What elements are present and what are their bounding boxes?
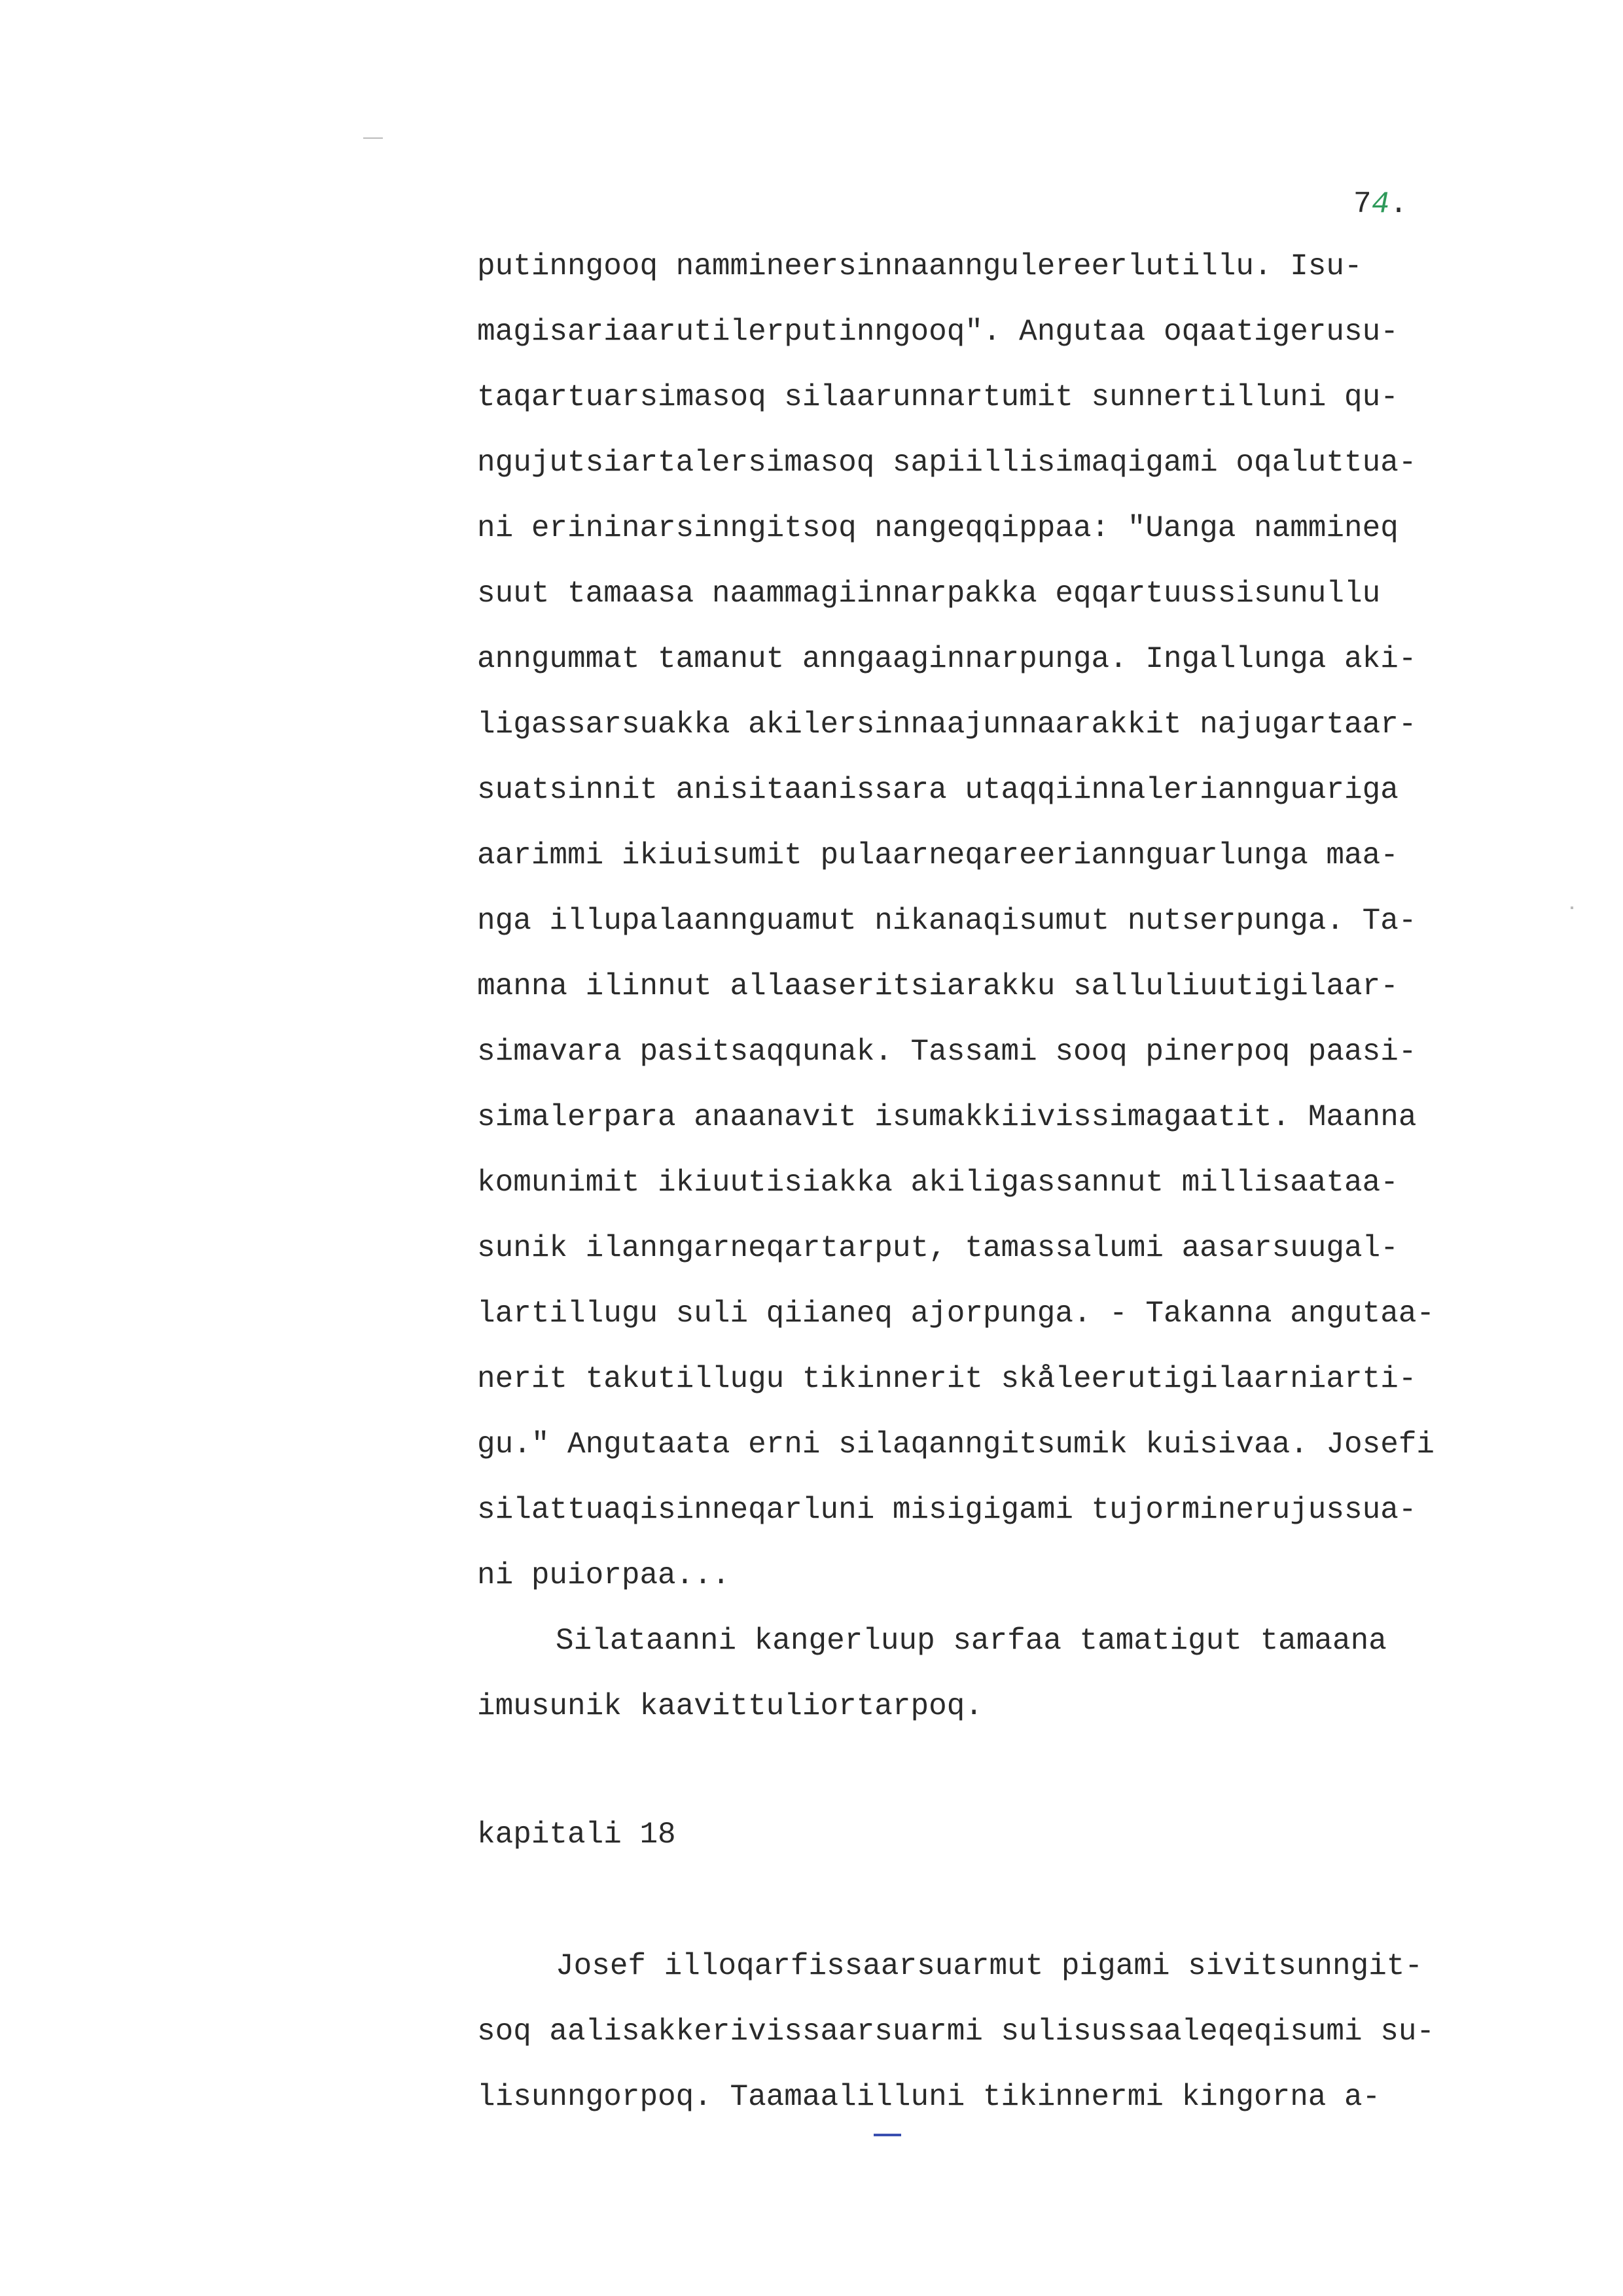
text-line: Silataanni kangerluup sarfaa tamatigut tamaana [556,1624,1387,1658]
scan-speck [363,137,383,139]
text-line: putinngooq nammineersinnaanngulereerlutillu. Isu- [477,249,1363,283]
text-line: lartillugu suli qiianeq ajorpunga. - Takanna angutaa- [477,1297,1435,1331]
chapter-heading-text: kapitali 18 [477,1818,676,1852]
text-line: manna ilinnut allaaseritsiarakku salluliuutigilaar- [477,969,1399,1003]
body-paragraph-1 [477,234,1550,1739]
text-line: gu." Angutaata erni silaqanngitsumik kuisivaa. Josefi [477,1427,1435,1462]
text-line: suut tamaasa naammagiinnarpakka eqqartuussisunullu [477,577,1381,611]
text-line: ligassarsuakka akilersinnaajunnaarakkit najugartaar- [477,708,1417,742]
text-line: magisariaarutilerputinngooq". Angutaa oqaatigerusu- [477,315,1399,349]
text-line: simalerpara anaanavit isumakkiivissimagaatit. Maanna [477,1100,1417,1134]
text-line: komunimit ikiuutisiakka akiligassannut millisaataa- [477,1166,1399,1200]
text-line: nga illupalaannguamut nikanaqisumut nutserpunga. Ta- [477,904,1417,938]
scan-speck [1571,906,1573,909]
text-line: sunik ilanngarneqartarput, tamassalumi aasarsuugal- [477,1231,1399,1265]
text-line: ni erininarsinngitsoq nangeqqippaa: "Uanga nammineq [477,511,1399,545]
text-line: ni puiorpaa... [477,1558,730,1592]
page-number-suffix: . [1389,187,1408,221]
text-line: lisunngorpoq. Taamaalilluni tikinnermi kingorna a- [477,2080,1381,2114]
text-line: imusunik kaavittuliortarpoq. [477,1689,983,1723]
text-line: suatsinnit anisitaanissara utaqqiinnaleriannguariga [477,773,1399,807]
text-line: silattuaqisinneqarluni misigigami tujorminerujussua- [477,1493,1417,1527]
text-line: Josef illoqarfissaarsuarmut pigami sivitsunngit- [556,1949,1423,1983]
page-number [1353,185,1408,224]
text-line: soq aalisakkerivissaarsuarmi sulisussaaleqeqisumi su- [477,2015,1435,2049]
text-line: simavara pasitsaqqunak. Tassami sooq pinerpoq paasi- [477,1035,1417,1069]
chapter-heading [477,1802,1550,1867]
text-line: anngummat tamanut anngaaginnarpunga. Ingallunga aki- [477,642,1417,676]
text-line: aarimmi ikiuisumit pulaarneqareeriannguarlunga maa- [477,838,1399,872]
text-line: nerit takutillugu tikinnerit skåleerutigilaarniarti- [477,1362,1417,1396]
page-number-digit: 7 [1353,187,1372,221]
text-line: ngujutsiartalersimasoq sapiillisimaqigami oqaluttua- [477,446,1417,480]
page-number-handwritten-mark: 4 [1371,187,1390,221]
text-line: taqartuarsimasoq silaarunnartumit sunnertilluni qu- [477,380,1399,414]
body-paragraph-2 [477,1933,1550,2130]
blue-pen-mark [874,2134,901,2136]
